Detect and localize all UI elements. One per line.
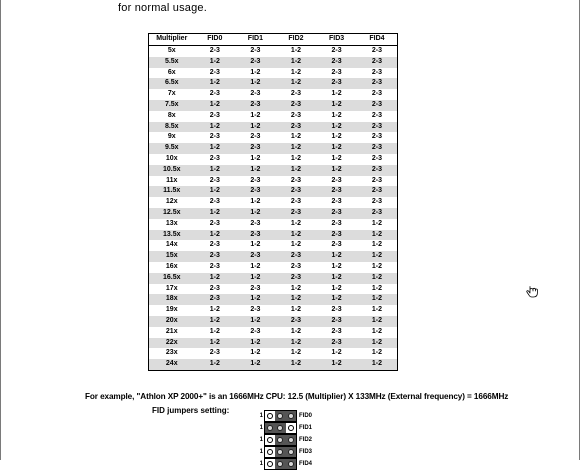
fid-setting-cell: 2-3 (371, 165, 382, 173)
pin-number: 1 (259, 437, 263, 443)
fid-setting-cell: 2-3 (371, 144, 382, 152)
fid-setting-cell: 2-3 (331, 57, 342, 65)
multiplier-cell: 11x (166, 176, 178, 184)
table-row (149, 165, 398, 176)
fid-setting-cell: 2-3 (331, 176, 342, 184)
fid-setting-cell: 1-2 (371, 252, 382, 260)
fid-setting-cell: 1-2 (371, 338, 382, 346)
fid-setting-cell: 1-2 (371, 327, 382, 335)
fid-setting-cell: 1-2 (371, 306, 382, 314)
fid-setting-cell: 1-2 (209, 338, 220, 346)
hand-cursor-icon (526, 285, 538, 298)
fid-setting-cell: 2-3 (209, 219, 220, 227)
multiplier-cell: 9x (167, 133, 176, 141)
pin-icon (277, 413, 283, 419)
pin-icon (267, 425, 273, 431)
table-header-row (149, 34, 398, 46)
multiplier-cell: 16.5x (162, 273, 181, 281)
table-row (149, 338, 398, 349)
fid-setting-cell: 1-2 (250, 122, 261, 130)
table-row (149, 348, 398, 359)
fid-setting-cell: 2-3 (331, 219, 342, 227)
jumper-label: FID1 (299, 425, 313, 431)
fid-setting-cell: 1-2 (290, 349, 302, 357)
fid-setting-cell: 1-2 (209, 306, 220, 314)
fid-setting-cell: 1-2 (371, 295, 382, 303)
jumper-label: FID0 (299, 413, 313, 419)
jumper-label: FID2 (299, 437, 313, 443)
fid-setting-cell: 1-2 (250, 349, 261, 357)
table-row (149, 78, 398, 89)
fid-setting-cell: 2-3 (371, 198, 382, 206)
table-row (149, 46, 398, 57)
table-row (149, 154, 398, 165)
fid-setting-cell: 1-2 (209, 79, 220, 87)
fid-setting-cell: 1-2 (371, 284, 382, 292)
pin-icon (277, 437, 283, 443)
jumper-pins (264, 410, 297, 422)
table-row (149, 186, 398, 197)
fid-setting-cell: 2-3 (209, 68, 220, 76)
pin-number: 1 (259, 425, 263, 431)
fid-setting-cell: 1-2 (250, 360, 261, 368)
fid-setting-cell: 2-3 (250, 306, 261, 314)
pin-icon (288, 461, 294, 467)
jumper-label: FID3 (299, 449, 313, 455)
fid-setting-cell: 1-2 (250, 316, 261, 324)
fid-setting-cell: 2-3 (371, 100, 382, 108)
open-pin (286, 423, 296, 433)
fid-setting-cell: 2-3 (371, 111, 382, 119)
pin-icon (267, 437, 273, 443)
fid-setting-cell: 1-2 (250, 79, 261, 87)
multiplier-cell: 24x (165, 360, 178, 368)
fid-setting-cell: 1-2 (331, 133, 342, 141)
table-row (149, 251, 398, 262)
fid-setting-cell: 1-2 (290, 133, 302, 141)
multiplier-cell: 8x (167, 111, 176, 119)
multiplier-cell: 18x (165, 295, 178, 303)
open-pin (265, 435, 275, 445)
fid-setting-cell: 2-3 (209, 133, 220, 141)
fid-setting-cell: 2-3 (209, 241, 220, 249)
fid-setting-cell: 2-3 (371, 176, 382, 184)
multiplier-cell: 10x (165, 154, 178, 162)
fid-setting-cell: 2-3 (209, 111, 220, 119)
table-row (149, 273, 398, 284)
fid-setting-cell: 2-3 (331, 230, 342, 238)
fid-setting-cell: 2-3 (290, 316, 302, 324)
multiplier-cell: 15x (165, 252, 178, 260)
intro-text: for normal usage. (118, 2, 207, 14)
multiplier-cell: 5.5x (164, 57, 179, 65)
fid-setting-cell: 1-2 (371, 230, 382, 238)
fid-setting-cell: 2-3 (250, 284, 261, 292)
pin-icon (277, 425, 283, 431)
fid-setting-cell: 1-2 (331, 273, 342, 281)
fid-setting-cell: 2-3 (250, 327, 261, 335)
fid-setting-cell: 1-2 (209, 208, 220, 216)
fid-setting-cell: 1-2 (290, 360, 302, 368)
fid-setting-cell: 2-3 (331, 306, 342, 314)
fid-setting-cell: 2-3 (290, 187, 302, 195)
header-fid4: FID4 (369, 35, 385, 43)
table-row (149, 197, 398, 208)
multiplier-cell: 9.5x (164, 144, 179, 152)
fid-setting-cell: 2-3 (331, 68, 342, 76)
fid-multiplier-table (148, 33, 398, 371)
fid-setting-cell: 1-2 (331, 100, 342, 108)
fid-setting-cell: 2-3 (290, 273, 302, 281)
fid-setting-cell: 1-2 (209, 327, 220, 335)
multiplier-cell: 12x (165, 198, 178, 206)
fid-setting-cell: 2-3 (250, 230, 261, 238)
multiplier-cell: 7.5x (164, 100, 179, 108)
shunted-pin (265, 423, 275, 433)
table-row (149, 219, 398, 230)
fid-setting-cell: 1-2 (331, 295, 342, 303)
table-row (149, 305, 398, 316)
fid-setting-cell: 1-2 (331, 144, 342, 152)
fid-setting-cell: 1-2 (209, 360, 220, 368)
fid-setting-cell: 1-2 (290, 68, 302, 76)
fid-setting-cell: 1-2 (209, 100, 220, 108)
fid-setting-cell: 1-2 (250, 295, 261, 303)
fid-setting-cell: 1-2 (371, 349, 382, 357)
fid-setting-cell: 1-2 (290, 338, 302, 346)
shunted-pin (275, 435, 285, 445)
fid-setting-cell: 2-3 (250, 100, 261, 108)
fid-setting-cell: 2-3 (290, 252, 302, 260)
jumper-pins (264, 422, 297, 434)
fid-setting-cell: 2-3 (290, 100, 302, 108)
fid-setting-cell: 1-2 (250, 198, 261, 206)
table-row (149, 294, 398, 305)
fid-setting-cell: 1-2 (290, 241, 302, 249)
multiplier-cell: 6x (167, 68, 176, 76)
jumper-pins (264, 446, 297, 458)
table-row (149, 316, 398, 327)
fid-jumper-diagram (256, 410, 326, 470)
fid-setting-cell: 2-3 (371, 208, 382, 216)
fid-setting-cell: 1-2 (290, 47, 302, 54)
fid-setting-cell: 1-2 (290, 154, 302, 162)
fid-setting-cell: 1-2 (331, 122, 342, 130)
jumper-row (256, 422, 326, 434)
table-row (149, 57, 398, 68)
multiplier-cell: 17x (165, 284, 178, 292)
fid-setting-cell: 2-3 (331, 187, 342, 195)
jumper-row (256, 434, 326, 446)
fid-setting-cell: 1-2 (209, 273, 220, 281)
table-row (149, 143, 398, 154)
header-fid1: FID1 (247, 35, 263, 43)
fid-setting-cell: 2-3 (290, 111, 302, 119)
fid-setting-cell: 1-2 (290, 327, 302, 335)
fid-setting-cell: 1-2 (290, 219, 302, 227)
fid-setting-cell: 2-3 (371, 187, 382, 195)
fid-setting-cell: 1-2 (209, 122, 220, 130)
fid-setting-cell: 2-3 (209, 284, 220, 292)
open-pin (265, 411, 275, 421)
fid-setting-cell: 2-3 (209, 90, 220, 98)
pin-number: 1 (259, 449, 263, 455)
fid-setting-cell: 2-3 (250, 187, 261, 195)
fid-setting-cell: 2-3 (331, 241, 342, 249)
fid-setting-cell: 1-2 (371, 241, 382, 249)
jumper-row (256, 446, 326, 458)
fid-setting-cell: 1-2 (331, 360, 342, 368)
fid-setting-cell: 1-2 (331, 349, 342, 357)
pin-icon (277, 461, 283, 467)
fid-setting-cell: 2-3 (371, 47, 382, 54)
fid-setting-cell: 1-2 (290, 165, 302, 173)
fid-setting-cell: 1-2 (250, 154, 261, 162)
multiplier-cell: 5x (167, 47, 176, 54)
fid-setting-cell: 1-2 (331, 252, 342, 260)
example-text: For example, "Athlon XP 2000+" is an 1666MHz CPU: 12.5 (Multiplier) X 133MHz (External frequency) = 1666MHz (85, 392, 509, 401)
multiplier-cell: 14x (165, 241, 178, 249)
fid-setting-cell: 2-3 (290, 90, 302, 98)
shunted-pin (275, 459, 285, 469)
multiplier-cell: 23x (165, 349, 178, 357)
jumper-pins (264, 434, 297, 446)
fid-setting-cell: 1-2 (209, 144, 220, 152)
fid-setting-cell: 2-3 (331, 47, 342, 54)
shunted-pin (275, 423, 285, 433)
pin-icon (267, 413, 273, 419)
fid-setting-cell: 2-3 (371, 57, 382, 65)
table-row (149, 208, 398, 219)
fid-setting-cell: 1-2 (331, 262, 342, 270)
fid-setting-cell: 1-2 (331, 165, 342, 173)
fid-setting-cell: 1-2 (290, 230, 302, 238)
fid-setting-cell: 1-2 (209, 230, 220, 238)
table-row (149, 100, 398, 111)
fid-setting-cell: 2-3 (250, 57, 261, 65)
multiplier-cell: 20x (165, 316, 178, 324)
table-body (149, 46, 398, 371)
fid-setting-cell: 1-2 (290, 295, 302, 303)
table-row (149, 327, 398, 338)
fid-setting-cell: 2-3 (250, 176, 261, 184)
fid-setting-cell: 2-3 (371, 79, 382, 87)
fid-setting-cell: 1-2 (250, 165, 261, 173)
fid-setting-cell: 2-3 (290, 262, 302, 270)
pin-icon (288, 425, 294, 431)
fid-setting-cell: 2-3 (290, 208, 302, 216)
pin-icon (267, 461, 273, 467)
multiplier-cell: 19x (165, 306, 178, 314)
table-row (149, 176, 398, 187)
fid-setting-cell: 1-2 (250, 208, 261, 216)
fid-setting-cell: 2-3 (209, 262, 220, 270)
fid-setting-cell: 1-2 (209, 165, 220, 173)
fid-setting-cell: 2-3 (331, 316, 342, 324)
fid-setting-cell: 1-2 (371, 262, 382, 270)
fid-setting-cell: 2-3 (290, 176, 302, 184)
fid-setting-cell: 2-3 (209, 176, 220, 184)
header-fid3: FID3 (328, 35, 345, 43)
fid-setting-cell: 2-3 (250, 144, 261, 152)
fid-setting-cell: 1-2 (209, 316, 220, 324)
fid-setting-cell: 1-2 (290, 79, 302, 87)
fid-setting-cell: 2-3 (371, 154, 382, 162)
pin-number: 1 (259, 461, 263, 467)
multiplier-cell: 11.5x (163, 187, 181, 195)
fid-setting-cell: 1-2 (209, 187, 220, 195)
fid-setting-cell: 1-2 (250, 241, 261, 249)
fid-setting-cell: 1-2 (331, 111, 342, 119)
pin-icon (277, 449, 283, 455)
shunted-pin (286, 459, 296, 469)
fid-setting-cell: 1-2 (290, 144, 302, 152)
fid-setting-cell: 1-2 (250, 68, 261, 76)
fid-setting-cell: 2-3 (371, 90, 382, 98)
table-row (149, 132, 398, 143)
pin-number: 1 (259, 413, 263, 419)
table-row (149, 240, 398, 251)
open-pin (265, 447, 275, 457)
multiplier-cell: 6.5x (164, 79, 179, 87)
fid-setting-cell: 2-3 (331, 327, 342, 335)
multiplier-cell: 22x (165, 338, 178, 346)
fid-setting-cell: 1-2 (331, 284, 342, 292)
fid-setting-cell: 2-3 (331, 338, 342, 346)
multiplier-cell: 13x (165, 219, 178, 227)
fid-setting-cell: 1-2 (371, 316, 382, 324)
fid-setting-cell: 2-3 (250, 90, 261, 98)
fid-setting-cell: 2-3 (250, 219, 261, 227)
header-fid2: FID2 (288, 35, 304, 43)
table-row (149, 262, 398, 273)
fid-setting-cell: 1-2 (290, 284, 302, 292)
table-row (149, 68, 398, 79)
fid-setting-cell: 2-3 (209, 47, 220, 54)
fid-setting-cell: 2-3 (250, 252, 261, 260)
table-row (149, 284, 398, 295)
fid-setting-cell: 2-3 (331, 79, 342, 87)
table-row (149, 359, 398, 370)
fid-setting-cell: 2-3 (209, 154, 220, 162)
table-row (149, 111, 398, 122)
shunted-pin (286, 411, 296, 421)
fid-setting-cell: 1-2 (371, 273, 382, 281)
multiplier-cell: 8.5x (164, 122, 179, 130)
fid-setting-cell: 2-3 (331, 208, 342, 216)
shunted-pin (275, 411, 285, 421)
header-fid0: FID0 (207, 35, 223, 43)
fid-setting-cell: 1-2 (250, 111, 261, 119)
open-pin (265, 459, 275, 469)
multiplier-cell: 13.5x (162, 230, 181, 238)
fid-setting-cell: 2-3 (209, 252, 220, 260)
jumper-label: FID4 (299, 461, 313, 467)
fid-setting-cell: 2-3 (209, 198, 220, 206)
fid-setting-cell: 2-3 (371, 68, 382, 76)
fid-setting-cell: 1-2 (250, 338, 261, 346)
table-row (149, 230, 398, 241)
fid-setting-cell: 1-2 (331, 90, 342, 98)
fid-setting-cell: 1-2 (290, 57, 302, 65)
fid-setting-cell: 2-3 (250, 133, 261, 141)
fid-setting-cell: 2-3 (371, 133, 382, 141)
fid-setting-cell: 1-2 (290, 306, 302, 314)
header-multiplier: Multiplier (156, 35, 188, 43)
table-row (149, 89, 398, 100)
jumper-setting-title: FID jumpers setting: (152, 406, 230, 415)
fid-setting-cell: 1-2 (371, 360, 382, 368)
fid-setting-cell: 1-2 (331, 154, 342, 162)
pin-icon (288, 437, 294, 443)
fid-setting-cell: 1-2 (250, 262, 261, 270)
multiplier-cell: 10.5x (162, 165, 181, 173)
multiplier-cell: 7x (167, 90, 176, 98)
pin-icon (288, 449, 294, 455)
pin-icon (267, 449, 273, 455)
shunted-pin (286, 447, 296, 457)
shunted-pin (286, 435, 296, 445)
table-row (149, 122, 398, 133)
multiplier-cell: 21x (165, 327, 178, 335)
fid-setting-cell: 2-3 (290, 122, 302, 130)
fid-setting-cell: 1-2 (250, 273, 261, 281)
fid-setting-cell: 2-3 (209, 349, 220, 357)
fid-setting-cell: 2-3 (371, 122, 382, 130)
fid-setting-cell: 2-3 (331, 198, 342, 206)
pin-icon (288, 413, 294, 419)
multiplier-cell: 12.5x (162, 208, 181, 216)
shunted-pin (275, 447, 285, 457)
fid-setting-cell: 2-3 (209, 295, 220, 303)
fid-setting-cell: 2-3 (250, 47, 261, 54)
fid-setting-cell: 2-3 (290, 198, 302, 206)
jumper-row (256, 410, 326, 422)
multiplier-cell: 16x (165, 262, 178, 270)
fid-setting-cell: 1-2 (371, 219, 382, 227)
fid-setting-cell: 1-2 (209, 57, 220, 65)
